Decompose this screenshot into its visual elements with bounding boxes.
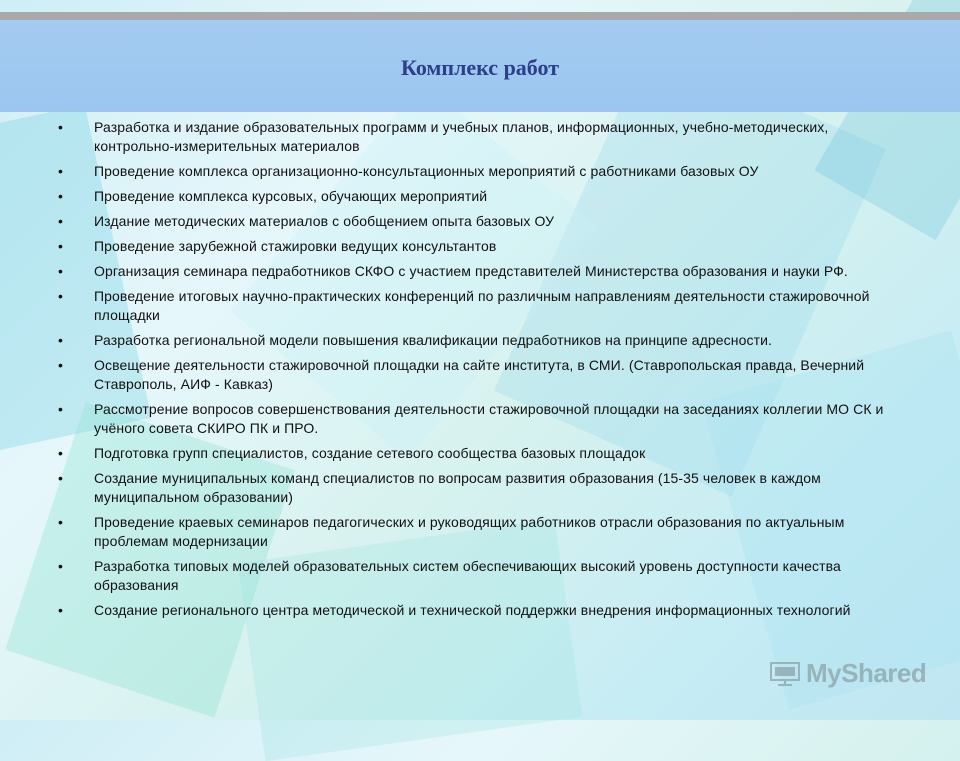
bullet-icon: • bbox=[58, 163, 64, 179]
list-item bbox=[56, 557, 896, 595]
bullet-icon: • bbox=[58, 263, 64, 279]
slide-header bbox=[0, 20, 960, 112]
slide-title: Комплекс работ bbox=[400, 55, 560, 80]
list-item-text: Проведение краевых семинаров педагогических и руководящих работников отрасли образования по актуальным проблемам модернизации bbox=[94, 514, 845, 549]
list-item-text: Подготовка групп специалистов, создание сетевого сообщества базовых площадок bbox=[94, 445, 646, 461]
list-item bbox=[56, 237, 896, 256]
list-item bbox=[56, 187, 896, 206]
list-item bbox=[56, 331, 896, 350]
bullet-icon: • bbox=[58, 332, 64, 348]
list-item-text: Проведение итоговых научно-практических конференций по различным направлениям деятельности стажировочной площадки bbox=[94, 288, 870, 323]
bullet-icon: • bbox=[58, 357, 64, 373]
list-item bbox=[56, 118, 896, 156]
list-item-text: Разработка и издание образовательных программ и учебных планов, информационных, учебно-методических, контрольно-измерительных материалов bbox=[94, 119, 829, 154]
list-item-text: Создание муниципальных команд специалистов по вопросам развития образования (15-35 человек в каждом муниципальном образовании) bbox=[94, 470, 821, 505]
presentation-board-icon bbox=[770, 662, 800, 686]
slide-content bbox=[56, 118, 896, 626]
list-item-text: Организация семинара педработников СКФО с участием представителей Министерства образования и науки РФ. bbox=[94, 263, 848, 279]
list-item-text: Разработка типовых моделей образовательных систем обеспечивающих высокий уровень доступности качества образования bbox=[94, 558, 841, 593]
bullet-icon: • bbox=[58, 238, 64, 254]
list-item-text: Разработка региональной модели повышения квалификации педработников на принципе адресности. bbox=[94, 332, 773, 348]
bullet-icon: • bbox=[58, 213, 64, 229]
list-item-text: Проведение комплекса курсовых, обучающих мероприятий bbox=[94, 188, 488, 204]
list-item bbox=[56, 162, 896, 181]
bullet-icon: • bbox=[58, 288, 64, 304]
bullet-list bbox=[56, 118, 896, 620]
list-item bbox=[56, 287, 896, 325]
bullet-icon: • bbox=[58, 470, 64, 486]
list-item-text: Рассмотрение вопросов совершенствования деятельности стажировочной площадки на заседаниях коллегии МО СК и учёного совета СКИРО ПК и ПРО. bbox=[94, 401, 884, 436]
list-item-text: Освещение деятельности стажировочной площадки на сайте института, в СМИ. (Ставропольская правда, Вечерний Ставрополь, АИФ - Кавказ) bbox=[94, 357, 865, 392]
list-item bbox=[56, 444, 896, 463]
watermark-text: MyShared bbox=[806, 658, 927, 688]
list-item bbox=[56, 513, 896, 551]
list-item-text: Проведение зарубежной стажировки ведущих консультантов bbox=[94, 238, 497, 254]
list-item bbox=[56, 262, 896, 281]
bullet-icon: • bbox=[58, 119, 64, 135]
bullet-icon: • bbox=[58, 188, 64, 204]
bullet-icon: • bbox=[58, 514, 64, 530]
watermark bbox=[770, 658, 926, 689]
list-item-text: Проведение комплекса организационно-консультационных мероприятий с работниками базовых ОУ bbox=[94, 163, 759, 179]
list-item bbox=[56, 601, 896, 620]
list-item-text: Издание методических материалов с обобщением опыта базовых ОУ bbox=[94, 213, 555, 229]
bullet-icon: • bbox=[58, 602, 64, 618]
list-item bbox=[56, 356, 896, 394]
bullet-icon: • bbox=[58, 401, 64, 417]
list-item-text: Создание регионального центра методической и технической поддержки внедрения информационных технологий bbox=[94, 602, 851, 618]
bullet-icon: • bbox=[58, 445, 64, 461]
list-item bbox=[56, 400, 896, 438]
bullet-icon: • bbox=[58, 558, 64, 574]
list-item bbox=[56, 212, 896, 231]
list-item bbox=[56, 469, 896, 507]
